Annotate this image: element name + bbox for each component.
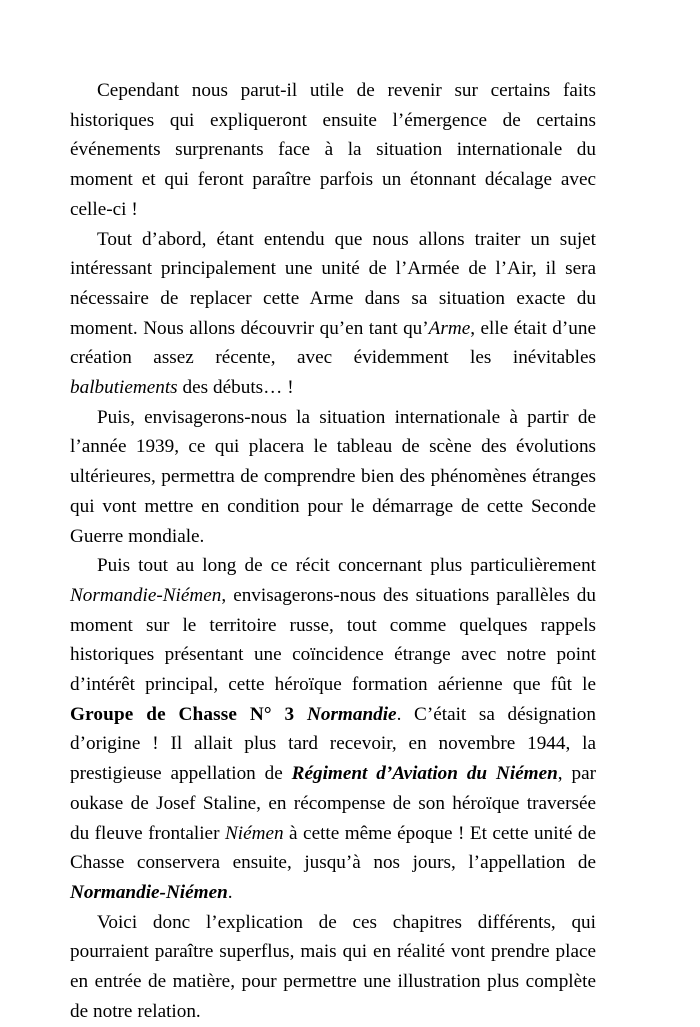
text-run: , elle était d’une création assez récente, avec évidemment les inévitables [70,317,596,369]
emphasis-normandie-bold-italic: Normandie [307,703,397,725]
text-run: . C’était sa désignation d’origine ! Il allait plus tard recevoir, en novembre 1944, la prestigieuse appellation de [70,703,596,785]
paragraph-3 [70,403,596,552]
emphasis-niemen-river: Niémen [224,822,284,844]
paragraph-4 [70,551,596,907]
text-run: . [227,881,233,903]
emphasis-arme: Arme [428,317,471,339]
emphasis-groupe-de-chasse: Groupe de Chasse N° 3 [70,703,308,725]
text-run: Voici donc l’explication de ces chapitres différents, qui pourraient paraître superflus, mais qui en réalité vont prendre place en entrée de matière, pour permettre une illustration plus complète de notre relation. [70,911,596,1022]
text-run: Puis, envisagerons-nous la situation internationale à partir de l’année 1939, ce qui placera le tableau de scène des évolutions ultérieures, permettra de comprendre bien des phénomènes étranges qui vont mettre en condition pour le démarrage de cette Seconde Guerre mondiale. [70,406,596,547]
text-run: Puis tout au long de ce récit concernant plus particulièrement [97,555,596,577]
emphasis-normandie-niemen-bold-italic: Normandie-Niémen [70,881,228,903]
paragraph-1 [70,76,596,225]
emphasis-normandie-niemen-italic: Normandie-Niémen [70,584,222,606]
text-run: , par oukase de Josef Staline, en récompense de son héroïque traversée du fleuve frontalier [70,763,596,844]
paragraph-5 [70,908,596,1027]
body-text-block [70,76,596,1027]
text-run: des débuts… ! [177,377,294,399]
text-run: Tout d’abord, étant entendu que nous allons traiter un sujet intéressant principalement une unité de l’Armée de l’Air, il sera nécessaire de replacer cette Arme dans sa situation exacte du moment. Nous allons découvrir qu’en tant qu’ [70,228,596,339]
emphasis-regiment-aviation-niemen: Régiment d’Aviation du Niémen [291,763,558,785]
text-run: à cette même époque ! Et cette unité de Chasse conservera ensuite, jusqu’à nos jours, l’appellation de [70,822,597,874]
text-run: Cependant nous parut-il utile de revenir sur certains faits historiques qui expliqueront ensuite l’émergence de certains événements surprenants face à la situation internationale du moment et qui feront paraître parfois un étonnant décalage avec celle-ci ! [70,80,596,220]
emphasis-balbutiements: balbutiements [70,377,178,399]
text-run: , envisagerons-nous des situations parallèles du moment sur le territoire russe, tout comme quelques rappels historiques présentant une coïncidence étrange avec notre point d’intérêt principal, cette héroïque formation aérienne que fût le [70,584,596,696]
paragraph-2 [70,225,596,403]
